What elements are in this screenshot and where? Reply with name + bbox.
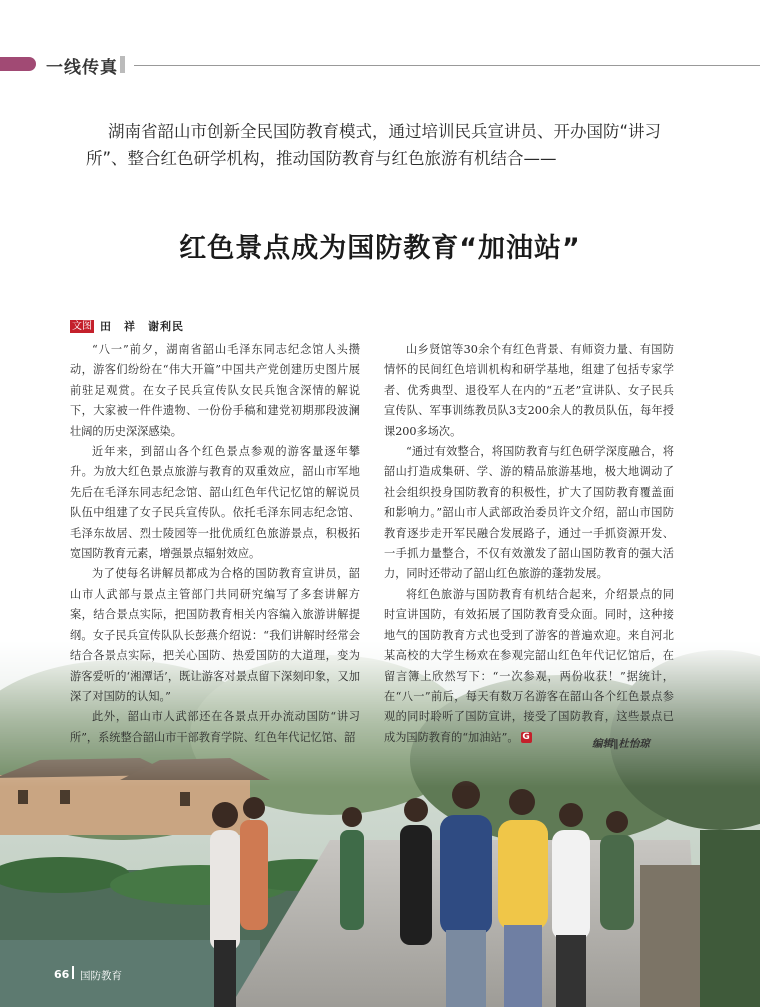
editor-credit: 编辑∥杜怡琼 xyxy=(592,738,650,750)
body-paragraph: 此外，韶山市人武部还在各景点开办流动国防“讲习所”，系统整合韶山市干部教育学院、红色年代记忆馆、韶 xyxy=(70,710,360,744)
lead-paragraph: 湖南省韶山市创新全民国防教育模式，通过培训民兵宣讲员、开办国防“讲习所”、整合红色研学机构，推动国防教育与红色旅游有机结合—— xyxy=(86,122,662,168)
body-paragraph: 山乡贤馆等30余个有红色背景、有师资力量、有国防情怀的民间红色培训机构和研学基地，组建了包括专家学者、优秀典型、退役军人在内的“五老”宣讲队、女子民兵宣传队、军事训练教员队3支200余人的教员队伍，每年授课200多场次。 xyxy=(384,343,674,438)
body-paragraph-text: 将红色旅游与国防教育有机结合起来，介绍景点的同时宣讲国防，有效拓展了国防教育受众面。同时，这种接地气的国防教育方式也受到了游客的普遍欢迎。来自河北某高校的大学生杨欢在参观完韶山红色年代记忆馆后，在留言簿上欣然写下：“一次参观，两份收获！”据统计，在“八一”前后，每天有数万名游客在韶山各个红色景点参观的同时聆听了国防宣讲，接受了国防教育，这些景点已成为国防教育的“加油站”。 xyxy=(384,587,674,744)
section-divider xyxy=(120,56,125,73)
body-paragraph: “通过有效整合，将国防教育与红色研学深度融合，将韶山打造成集研、学、游的精品旅游基地，极大地调动了社会组织投身国防教育的积极性，扩大了国防教育覆盖面和影响力。”韶山市人武部政治委员许文介绍，韶山市国防教育逐步走开军民融合发展路子，通过一手抓资源开发、一手抓力量整合，不仅有效激发了韶山国防教育的强大活力，同时还带动了韶山红色旅游的蓬勃发展。 xyxy=(384,445,674,581)
byline-authors: 田 祥 谢利民 xyxy=(100,320,184,333)
body-column-right xyxy=(384,340,674,748)
page-number: 66 xyxy=(54,968,70,981)
magazine-name: 国防教育 xyxy=(80,970,122,982)
body-paragraph xyxy=(384,585,674,748)
body-column-left xyxy=(70,340,360,748)
header-rule xyxy=(134,65,760,66)
section-tag: 一线传真 xyxy=(46,58,118,78)
footer-divider xyxy=(72,966,74,979)
section-color-bar xyxy=(0,57,36,71)
article-title: 红色景点成为国防教育“加油站” xyxy=(179,233,581,264)
end-mark-icon: G xyxy=(522,732,530,743)
body-paragraph: 为了使每名讲解员都成为合格的国防教育宣讲员，韶山市人武部与景点主管部门共同研究编写了多套讲解方案，结合景点实际，把国防教育相关内容编入旅游讲解提纲。女子民兵宣传队队长彭燕介绍说：“我们讲解时经常会结合各景点实际，把关心国防、热爱国防的大道理，变为游客爱听的‘湘潭话’，既让游客对景点留下深刻印象，又加深了对国防的认知。” xyxy=(70,567,360,703)
body-paragraph: 近年来，到韶山各个红色景点参观的游客量逐年攀升。为放大红色景点旅游与教育的双重效应，韶山市军地先后在毛泽东同志纪念馆、韶山红色年代记忆馆的解说员队伍中组建了女子民兵宣传队。依托毛泽东同志纪念馆、毛泽东故居、烈士陵园等一批优质红色旅游景点，积极拓宽国防教育元素，增强景点辐射效应。 xyxy=(70,445,360,561)
byline xyxy=(70,318,184,334)
byline-label: 文图 xyxy=(72,320,92,332)
body-paragraph: “八一”前夕，湖南省韶山毛泽东同志纪念馆人头攒动，游客们纷纷在“伟大开篇”中国共产党创建历史图片展前驻足观赏。在女子民兵宣传队女民兵饱含深情的解说下，大家被一件件遗物、一份份手稿和建党初期那段波澜壮阔的历史深深感染。 xyxy=(70,343,360,438)
